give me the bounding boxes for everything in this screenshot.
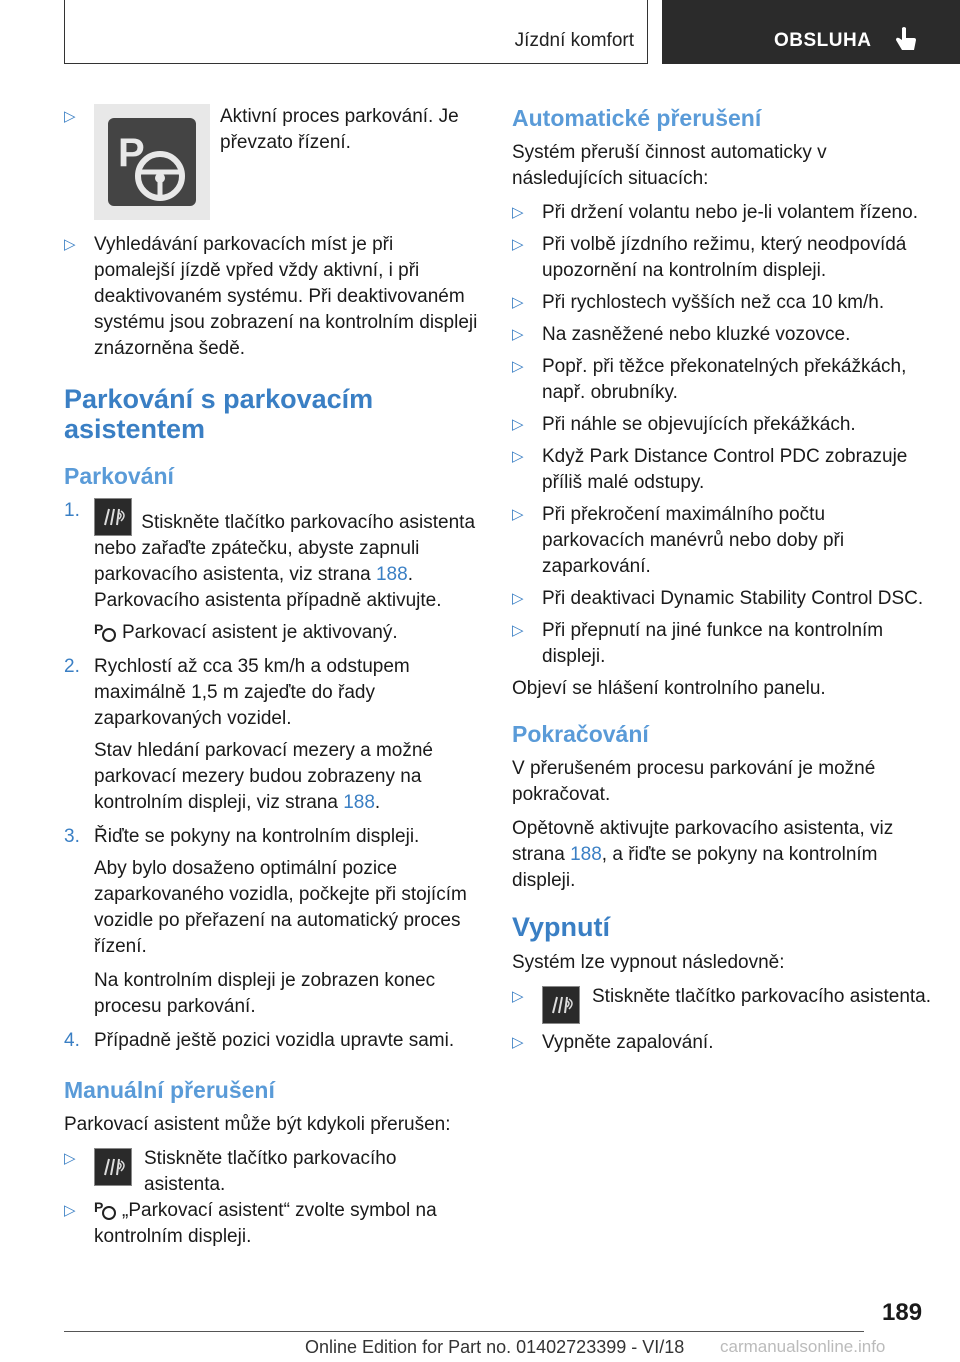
auto-item: ▷ Při deaktivaci Dynamic Stability Control DSC. — [512, 586, 932, 612]
steering-assist-icon — [94, 104, 210, 220]
intro-text-2: Vyhledávání parkovacích míst je při pomalejší jízdě vpřed vždy aktivní, i při deaktivovaném systému. Při deaktivovaném systému jsou zobrazení na kontrolním displeji znázorněna šedě. — [94, 234, 478, 359]
off-intro: Systém lze vypnout následovně: — [512, 952, 785, 973]
manual-item-2: ▷ P „Parkovací asistent“ zvolte symbol na kontrolním displeji. — [64, 1199, 437, 1247]
heading-continue: Pokračování — [512, 721, 649, 747]
step-2: 2. Rychlostí až cca 35 km/h a odstupem maximálně 1,5 m zajeďte do řady zaparkovaných vozidel. — [64, 656, 410, 729]
bullet-triangle-icon: ▷ — [512, 448, 524, 465]
heading-parking-assist: Parkování s parkovacím asistentem — [64, 384, 374, 444]
bullet-triangle-icon: ▷ — [64, 1202, 76, 1219]
bullet-triangle-icon: ▷ — [512, 506, 524, 523]
bullet-triangle-icon: ▷ — [64, 236, 76, 253]
bullet-triangle-icon: ▷ — [512, 294, 524, 311]
intro-text-1: Aktivní proces parkování. Je převzato řízení. — [220, 106, 459, 153]
svg-text:P: P — [94, 1199, 104, 1215]
bullet-triangle-icon: ▷ — [64, 1150, 76, 1167]
heading-auto-interrupt: Automatické přerušení — [512, 105, 762, 131]
left-column — [64, 104, 478, 1256]
footer-divider — [64, 1331, 864, 1332]
continue-p1: V přerušeném procesu parkování je možné pokračovat. — [512, 758, 876, 805]
footer-edition: Online Edition for Part no. 01402723399 - VI/18 — [305, 1337, 685, 1357]
step-number: 3. — [64, 826, 80, 847]
auto-item: ▷ Při držení volantu nebo je-li volantem řízeno. — [512, 200, 932, 226]
bullet-triangle-icon: ▷ — [512, 204, 524, 221]
watermark: carmanualsonline.info — [720, 1337, 886, 1356]
manual-item-1: ▷ Stiskněte tlačítko parkovacího asistenta. — [64, 1148, 397, 1195]
auto-intro: Systém přeruší činnost automaticky v následujících situacích: — [512, 142, 827, 189]
step-1-note: P Parkovací asistent je aktivovaný. — [94, 621, 398, 643]
bullet-triangle-icon: ▷ — [512, 622, 524, 639]
bullet-triangle-icon: ▷ — [512, 416, 524, 433]
step-number: 1. — [64, 500, 80, 521]
bullet-triangle-icon: ▷ — [64, 108, 76, 125]
off-item-2: ▷ Vypněte zapalování. — [512, 1030, 932, 1056]
step-3: 3. Řiďte se pokyny na kontrolním displeji. — [64, 824, 478, 850]
auto-item: ▷ Když Park Distance Control PDC zobrazuje příliš malé odstupy. — [512, 446, 908, 493]
step-3-note-1: Aby bylo dosaženo optimální pozice zaparkovaného vozidla, počkejte při stojícím vozidle po přeřazení na automatický proces řízení. — [94, 858, 467, 957]
svg-text:P: P — [94, 621, 104, 637]
bullet-triangle-icon: ▷ — [512, 236, 524, 253]
intro-item-2 — [64, 232, 478, 362]
parking-assist-button-icon — [94, 1148, 132, 1186]
auto-item: ▷ Popř. při těžce překonatelných překážkách, např. obrubníky. — [512, 356, 907, 403]
auto-item: ▷ Při přepnutí na jiné funkce na kontrolním displeji. — [512, 620, 884, 667]
intro-item-1 — [64, 104, 478, 224]
bullet-triangle-icon: ▷ — [512, 988, 524, 1005]
bullet-triangle-icon: ▷ — [512, 1034, 524, 1051]
auto-item: ▷ Při překročení maximálního počtu parkovacích manévrů nebo doby při zaparkování. — [512, 504, 845, 577]
right-column — [512, 104, 932, 1062]
parking-assist-button-icon — [94, 498, 132, 536]
page-link[interactable]: 188 — [375, 564, 408, 585]
step-3-note-2: Na kontrolním displeji je zobrazen konec procesu parkování. — [94, 970, 436, 1017]
parking-assist-button-icon — [542, 986, 580, 1024]
step-1: 1. Stiskněte tlačítko parkovacího asistenta nebo zařaďte zpátečku, abyste zapnuli parkovacího asistenta, viz strana 188. Parkovacího asistenta případně aktivujte. — [64, 500, 476, 611]
page-link[interactable]: 188 — [570, 844, 602, 865]
header-tab — [662, 0, 960, 64]
auto-outro: Objeví se hlášení kontrolního panelu. — [512, 678, 826, 699]
continue-p2: Opětovně aktivujte parkovacího asistenta, viz strana 188, a řiďte se pokyny na kontrolním displeji. — [512, 818, 894, 891]
parking-assist-symbol-icon — [94, 1198, 116, 1220]
header-section-title: Jízdní komfort — [514, 30, 634, 51]
parking-assist-active-icon — [94, 620, 116, 642]
off-item-1: ▷ Stiskněte tlačítko parkovacího asistenta. — [512, 984, 932, 1030]
heading-manual-interrupt: Manuální přerušení — [64, 1077, 275, 1103]
auto-item: ▷ Na zasněžené nebo kluzké vozovce. — [512, 322, 932, 348]
step-2-note: Stav hledání parkovací mezery a možné parkovací mezery budou zobrazeny na kontrolním displeji, viz strana 188. — [94, 740, 434, 813]
bullet-triangle-icon: ▷ — [512, 358, 524, 375]
header-tab-label: OBSLUHA — [774, 30, 872, 51]
bullet-triangle-icon: ▷ — [512, 590, 524, 607]
step-4: 4. Případně ještě pozici vozidla upravte sami. — [64, 1028, 478, 1054]
manual-intro: Parkovací asistent může být kdykoli přerušen: — [64, 1114, 451, 1135]
page-link[interactable]: 188 — [343, 792, 375, 813]
heading-parking: Parkování — [64, 463, 174, 489]
auto-item: ▷ Při volbě jízdního režimu, který neodpovídá upozornění na kontrolním displeji. — [512, 234, 907, 281]
heading-switch-off: Vypnutí — [512, 912, 610, 942]
auto-item: ▷ Při rychlostech vyšších než cca 10 km/h. — [512, 290, 932, 316]
auto-item: ▷ Při náhle se objevujících překážkách. — [512, 412, 932, 438]
pointing-hand-icon — [894, 26, 920, 54]
page-number: 189 — [882, 1299, 923, 1326]
step-number: 2. — [64, 656, 80, 677]
svg-text:P: P — [118, 131, 145, 175]
bullet-triangle-icon: ▷ — [512, 326, 524, 343]
step-number: 4. — [64, 1030, 80, 1051]
